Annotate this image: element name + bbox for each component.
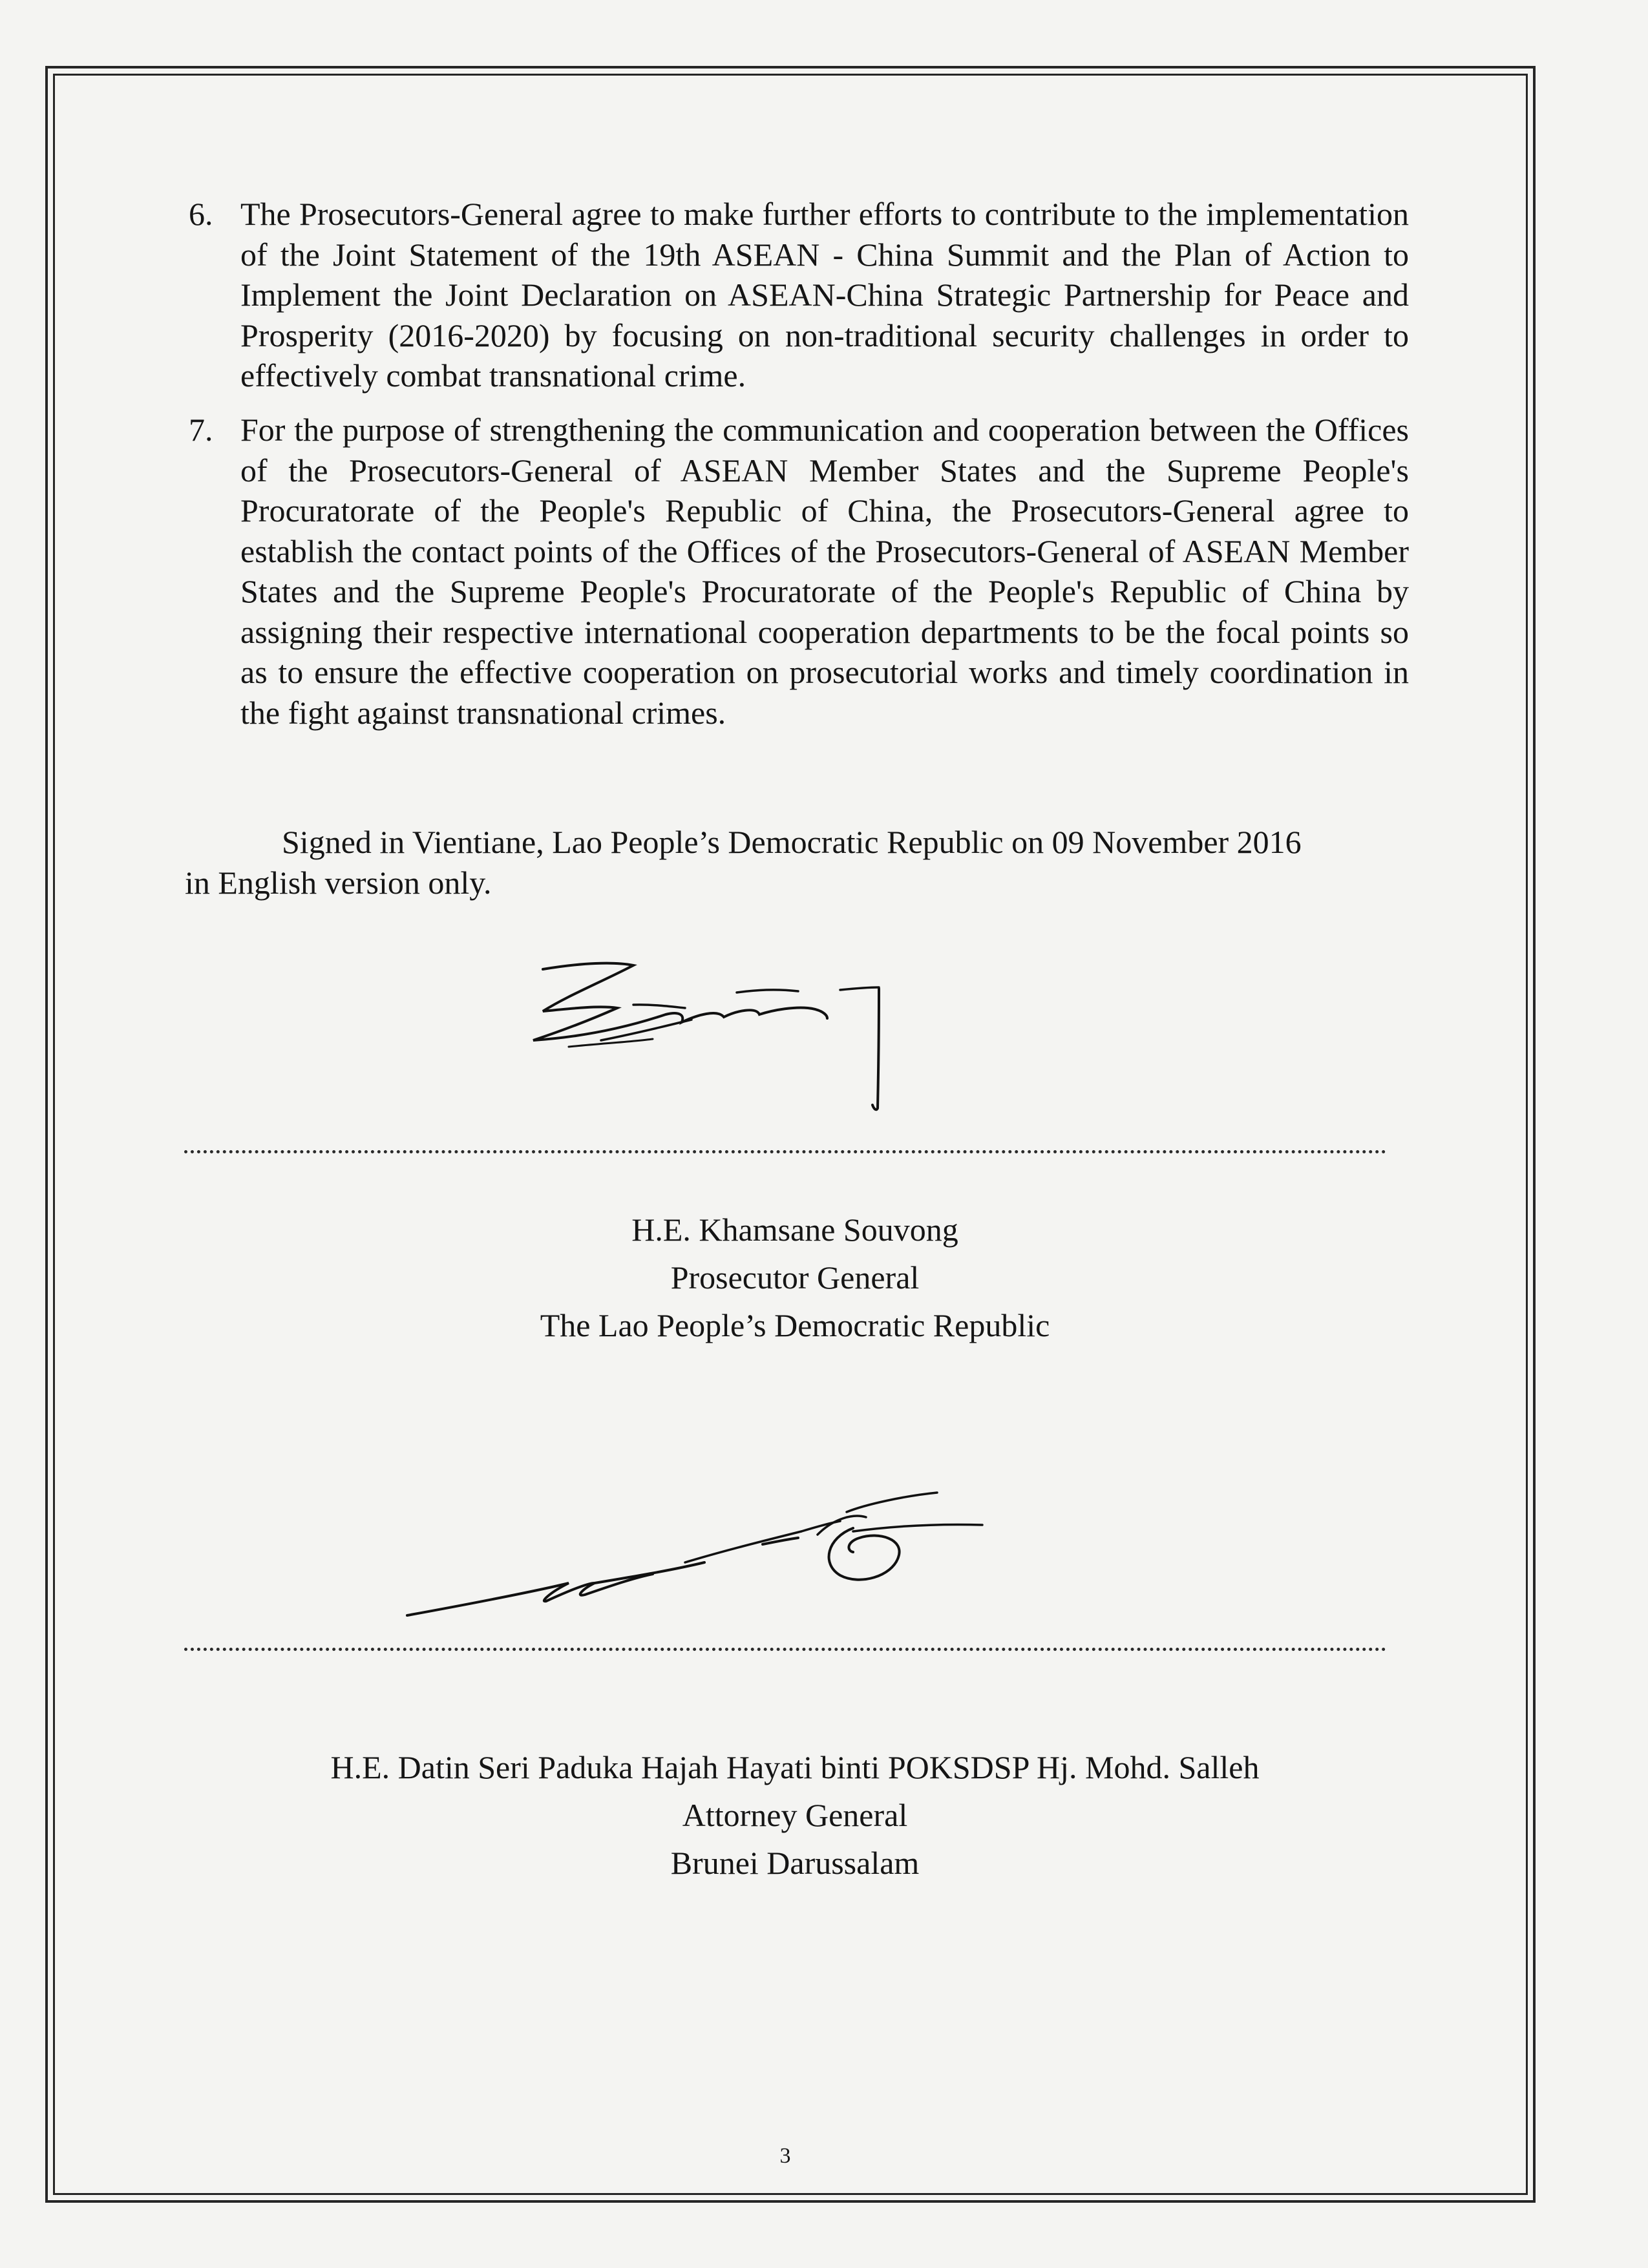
paragraph-item-7: [195, 410, 1409, 733]
signature-2: [401, 1480, 1176, 1641]
signatory-2-country: Brunei Darussalam: [670, 1845, 920, 1881]
item-number-7: 7.: [189, 412, 213, 448]
signatory-1: [194, 1206, 1396, 1349]
signatory-1-name: H.E. Khamsane Souvong: [631, 1212, 958, 1248]
signatory-2-title: Attorney General: [682, 1797, 908, 1833]
signing-statement: [185, 822, 1413, 903]
item-number-6: 6.: [189, 196, 213, 232]
signatory-1-title: Prosecutor General: [670, 1259, 920, 1296]
page-number: 3: [779, 2144, 791, 2168]
item-6-text: The Prosecutors-General agree to make further efforts to contribute to the implementation of the Joint Statement of the 19th ASEAN - China Summit and the Plan of Action to Implement the Joint Declaration on ASEAN-China Strategic Partnership for Peace and Prosperity (2016-2020) by focusing on non-traditional security challenges in order to effectively combat transnational crime.: [240, 196, 1409, 394]
item-7-text: For the purpose of strengthening the communication and cooperation between the Offices of the Prosecutors-General of ASEAN Member States and the Supreme People's Procuratorate of the People's Republic of China, the Prosecutors-General agree to establish the contact points of the Offices of the Prosecutors-General of ASEAN Member States and the Supreme People's Procuratorate of the People's Republic of China by assigning their respective international cooperation departments to be the focal points so as to ensure the effective cooperation on prosecutorial works and timely coordination in the fight against transnational crimes.: [240, 412, 1409, 731]
signature-1: [504, 950, 905, 1118]
signing-line-1: Signed in Vientiane, Lao People’s Democratic Republic on 09 November 2016: [282, 824, 1302, 860]
signatory-2: [194, 1743, 1396, 1887]
signatory-1-country: The Lao People’s Democratic Republic: [540, 1307, 1050, 1343]
paragraph-item-6: [195, 194, 1409, 396]
signatory-2-name: H.E. Datin Seri Paduka Hajah Hayati binti POKSDSP Hj. Mohd. Salleh: [330, 1749, 1260, 1785]
signing-line-2: in English version only.: [185, 864, 492, 901]
signature-line-1: [184, 1137, 1386, 1153]
signature-line-2: [184, 1635, 1386, 1651]
